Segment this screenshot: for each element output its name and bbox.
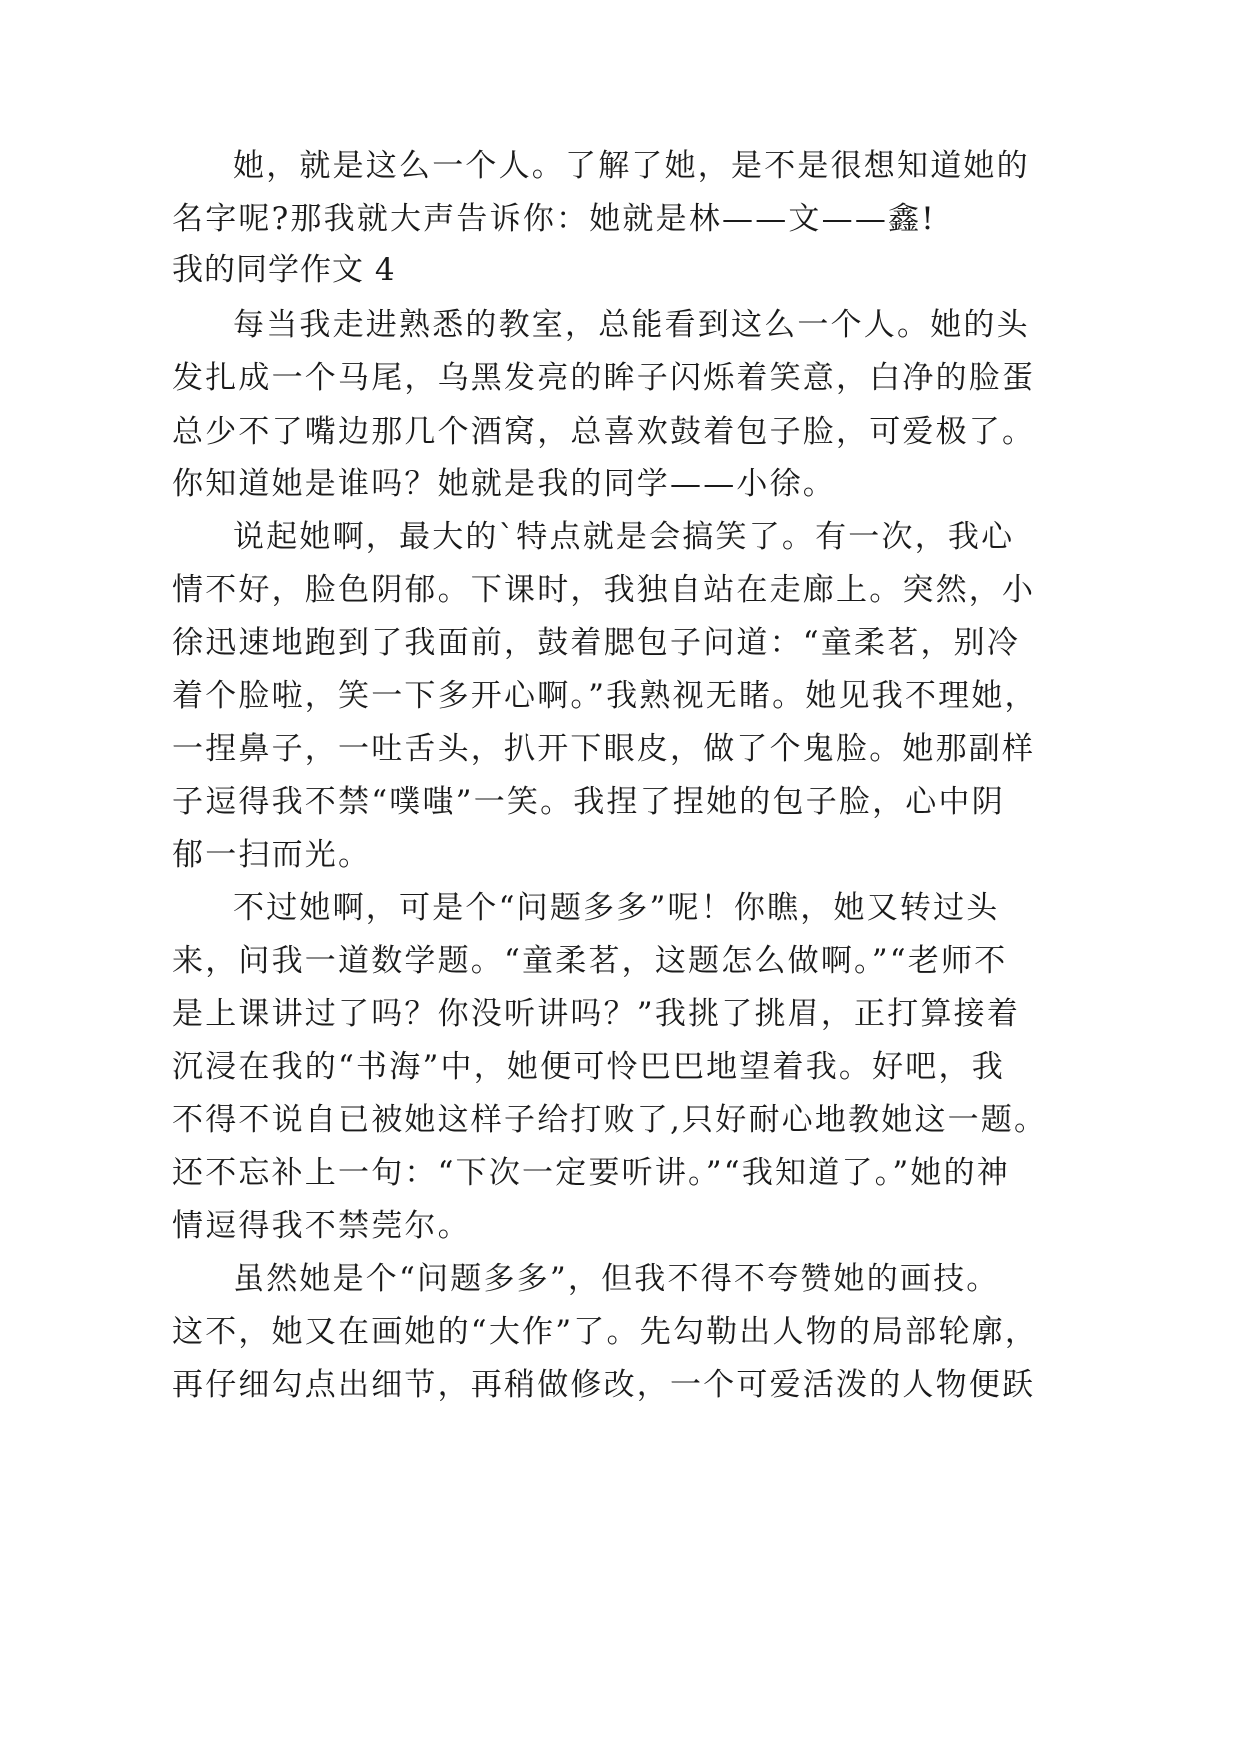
text-line: 这不，她又在画她的“大作”了。先勾勒出人物的局部轮廓， [172,1314,1039,1350]
text-line: 虽然她是个“问题多多”，但我不得不夸赞她的画技。 [233,1261,1000,1297]
text-line: 徐迅速地跑到了我面前，鼓着腮包子问道：“童柔茗，别冷 [172,625,1021,661]
text-line: 再仔细勾点出细节，再稍做修改，一个可爱活泼的人物便跃 [172,1367,1036,1403]
section-heading: 我的同学作文 4 [172,252,396,288]
text-line: 是上课讲过了吗？你没听讲吗？”我挑了挑眉，正打算接着 [172,996,1021,1032]
text-line: 发扎成一个马尾，乌黑发亮的眸子闪烁着笑意，白净的脸蛋 [172,360,1036,396]
text-line: 说起她啊，最大的`特点就是会搞笑了。有一次，我心 [233,519,1015,555]
text-line: 你知道她是谁吗？她就是我的同学——小徐。 [172,466,836,502]
text-line: 总少不了嘴边那几个酒窝，总喜欢鼓着包子脸，可爱极了。 [172,414,1036,450]
text-line: 一捏鼻子，一吐舌头，扒开下眼皮，做了个鬼脸。她那副样 [172,731,1036,767]
text-line: 着个脸啦，笑一下多开心啊。”我熟视无睹。她见我不理她， [172,678,1038,714]
text-line: 来，问我一道数学题。“童柔茗，这题怎么做啊。”“老师不 [172,943,1008,979]
text-line: 不得不说自已被她这样子给打败了,只好耐心地教她这一题。 [172,1102,1048,1138]
text-line: 每当我走进熟悉的教室，总能看到这么一个人。她的头 [233,307,1030,343]
text-line: 名字呢?那我就大声告诉你：她就是林——文——鑫! [172,201,936,237]
text-line: 沉浸在我的“书海”中，她便可怜巴巴地望着我。好吧，我 [172,1049,1005,1085]
text-line: 她，就是这么一个人。了解了她，是不是很想知道她的 [233,148,1030,184]
text-line: 情逗得我不禁莞尔。 [172,1208,471,1244]
text-line: 还不忘补上一句：“下次一定要听讲。”“我知道了。”她的神 [172,1155,1010,1191]
text-line: 情不好，脸色阴郁。下课时，我独自站在走廊上。突然，小 [172,572,1036,608]
text-line: 子逗得我不禁“噗嗤”一笑。我捏了捏她的包子脸，心中阴 [172,784,1005,820]
text-line: 郁一扫而光。 [172,837,372,873]
text-line: 不过她啊，可是个“问题多多”呢！你瞧，她又转过头 [233,890,1000,926]
